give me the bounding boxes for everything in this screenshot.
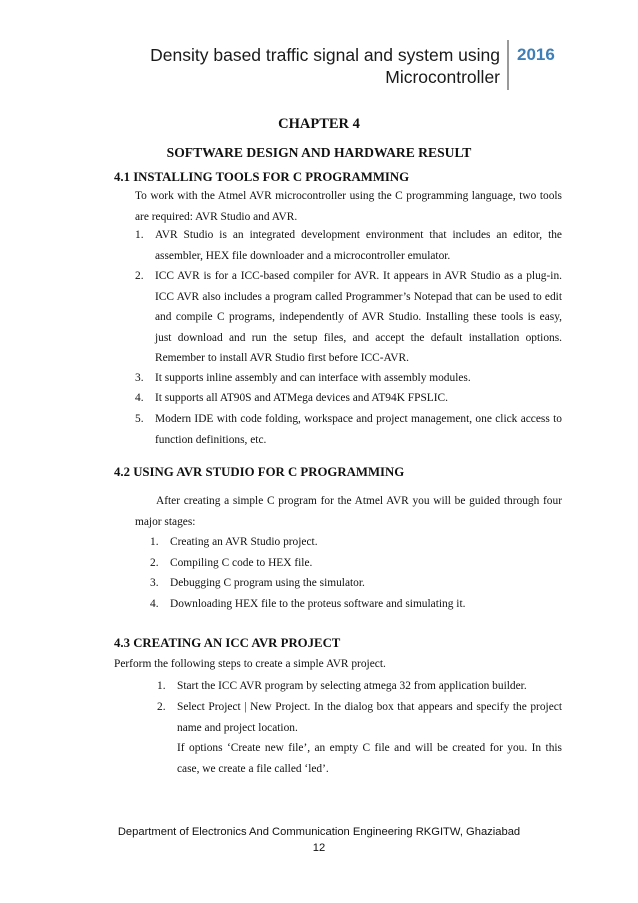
section-4-3-note: If options ‘Create new file’, an empty C file and will be created for you. In this case, we create a file called ‘led’. (177, 742, 562, 775)
list-item-text: ICC AVR is for a ICC-based compiler for AVR. It appears in AVR Studio as a plug-in. ICC AVR also includes a program called Programmer’s Notepad that can be used to edit and compile C programs, independently of AVR Studio. Installing these tools is easy, just download and run the setup files, and accept the default installation options. Remember to install AVR Studio first before ICC-AVR. (155, 270, 562, 364)
document-title-line-1: Density based traffic signal and system using (150, 45, 500, 65)
list-item-number: 2. (135, 270, 144, 282)
document-title-line-2: Microcontroller (385, 67, 500, 87)
list-item-number: 4. (150, 598, 159, 610)
section-heading-4-1: 4.1 INSTALLING TOOLS FOR C PROGRAMMING (114, 170, 410, 184)
list-item-text: Creating an AVR Studio project. (170, 536, 318, 548)
list-item-text: AVR Studio is an integrated development environment that includes an editor, the assembler, HEX file downloader and a microcontroller emulator. (155, 229, 562, 262)
section-4-1-intro: To work with the Atmel AVR microcontroller using the C programming language, two tools are required: AVR Studio and AVR. (135, 190, 562, 223)
chapter-title: CHAPTER 4 (278, 116, 360, 132)
section-heading-4-2: 4.2 USING AVR STUDIO FOR C PROGRAMMING (114, 465, 405, 479)
list-item-text: Start the ICC AVR program by selecting atmega 32 from application builder. (177, 680, 527, 692)
list-item-text: Select Project | New Project. In the dialog box that appears and specify the project name and project location. (177, 701, 562, 734)
header-year: 2016 (517, 45, 555, 64)
list-item-number: 1. (135, 229, 144, 241)
list-item-number: 1. (157, 680, 166, 692)
list-item-text: Debugging C program using the simulator. (170, 577, 365, 589)
list-item-number: 2. (157, 701, 166, 713)
list-item-text: Downloading HEX file to the proteus software and simulating it. (170, 598, 466, 610)
list-item-number: 3. (150, 577, 159, 589)
list-item-text: Compiling C code to HEX file. (170, 557, 313, 569)
list-item-number: 2. (150, 557, 159, 569)
list-item-number: 1. (150, 536, 159, 548)
chapter-subtitle: SOFTWARE DESIGN AND HARDWARE RESULT (166, 145, 472, 160)
list-item-text: It supports all AT90S and ATMega devices and AT94K FPSLIC. (155, 392, 448, 404)
list-item-text: Modern IDE with code folding, workspace and project management, one click access to function definitions, etc. (155, 413, 562, 446)
header-divider (507, 40, 509, 90)
list-item-number: 5. (135, 413, 144, 425)
document-title (80, 44, 500, 88)
list-item-text: It supports inline assembly and can interface with assembly modules. (155, 372, 471, 384)
list-item-number: 4. (135, 392, 144, 404)
footer-department: Department of Electronics And Communication Engineering RKGITW, Ghaziabad (117, 826, 521, 838)
section-4-3-intro: Perform the following steps to create a simple AVR project. (114, 658, 386, 670)
page-number: 12 (312, 842, 326, 854)
section-4-2-intro: After creating a simple C program for the Atmel AVR you will be guided through four major stages: (135, 495, 562, 528)
section-heading-4-3: 4.3 CREATING AN ICC AVR PROJECT (114, 636, 341, 650)
list-item-number: 3. (135, 372, 144, 384)
